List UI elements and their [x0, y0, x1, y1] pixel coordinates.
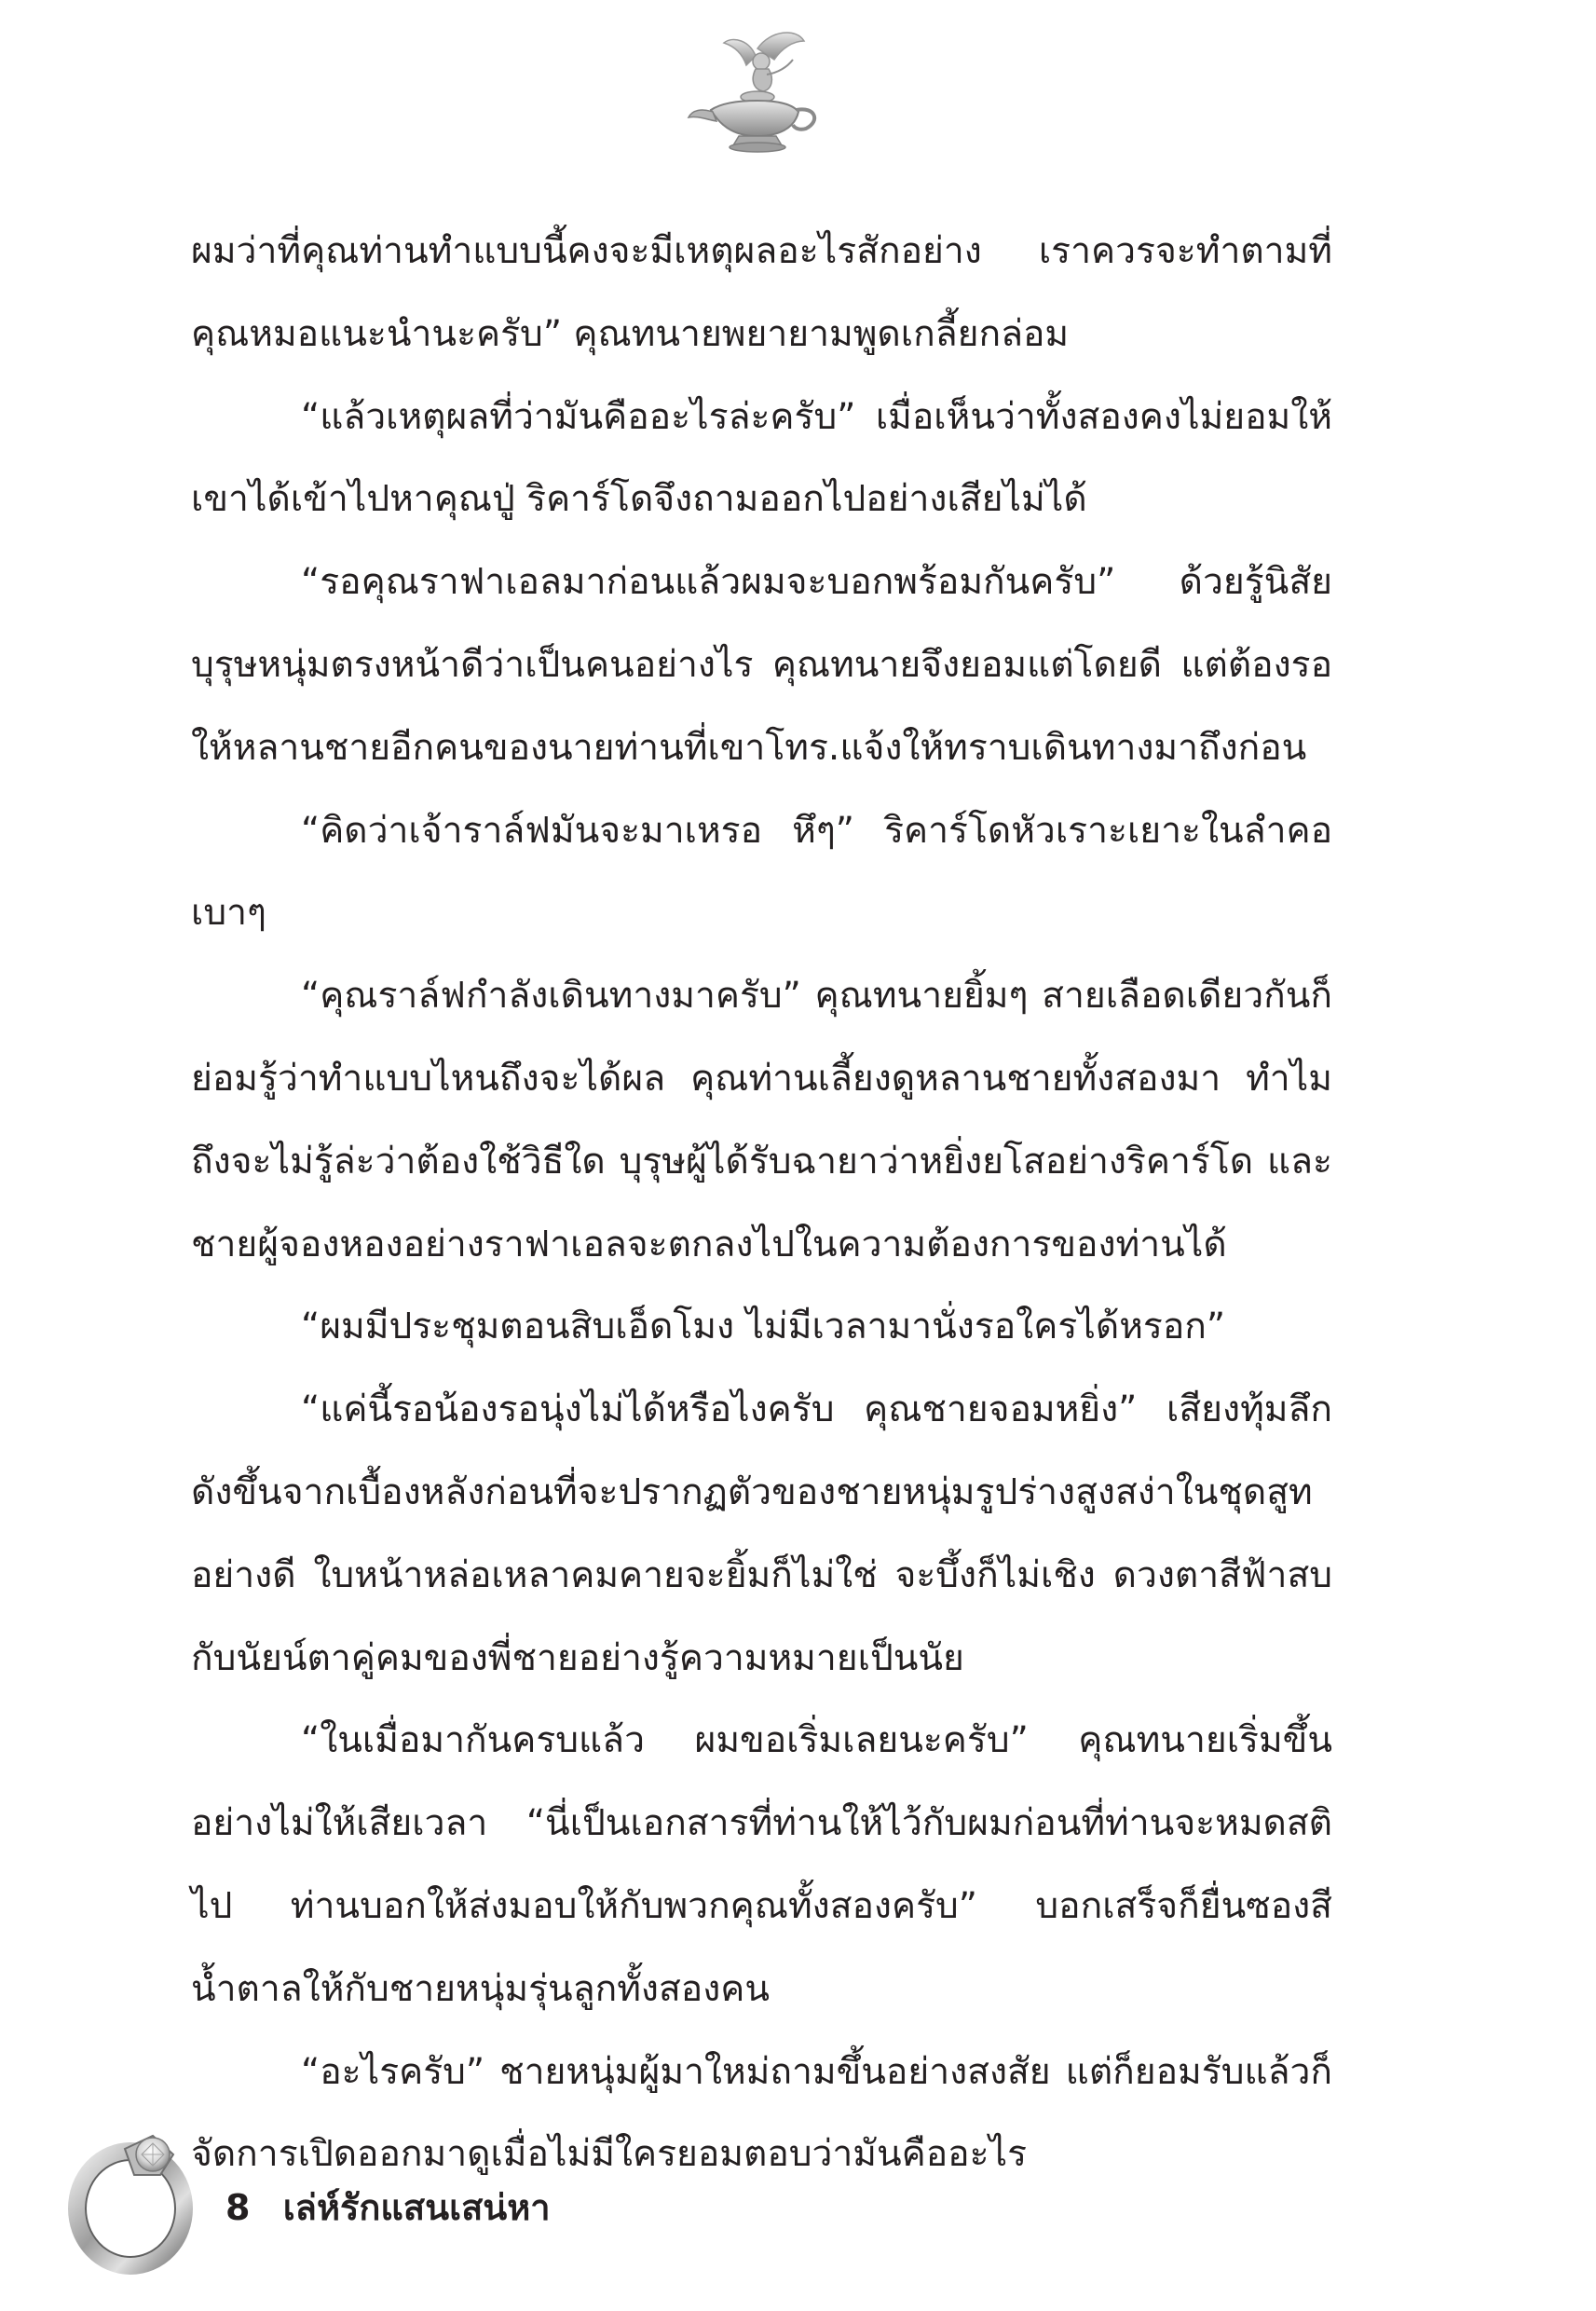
body-text [191, 211, 1332, 2196]
diamond-ring-icon [63, 2108, 212, 2276]
cupid-teapot-ornament-icon [685, 21, 825, 160]
page-footer [225, 2179, 551, 2236]
paragraph-1: ผมว่าที่คุณท่านทำแบบนี้คงจะมีเหตุผลอะไรสักอย่าง เราควรจะทำตามที่คุณหมอแนะนำนะครับ” คุณทนายพยายามพูดเกลี้ยกล่อม [191, 230, 1332, 355]
paragraph-2: “แล้วเหตุผลที่ว่ามันคืออะไรล่ะครับ” เมื่อเห็นว่าทั้งสองคงไม่ยอมให้เขาได้เข้าไปหาคุณปู่ ริคาร์โดจึงถามออกไปอย่างเสียไม่ได้ [191, 395, 1332, 521]
paragraph-6: “ผมมีประชุมตอนสิบเอ็ดโมง ไม่มีเวลามานั่งรอใครได้หรอก” [301, 1306, 1226, 1348]
paragraph-9: “อะไรครับ” ชายหนุ่มผู้มาใหม่ถามขึ้นอย่างสงสัย แต่ก็ยอมรับแล้วก็จัดการเปิดออกมาดูเมื่อไม่มีใครยอมตอบว่ามันคืออะไร [191, 2050, 1332, 2176]
paragraph-4: “คิดว่าเจ้าราล์ฟมันจะมาเหรอ หึๆ” ริคาร์โดหัวเราะเยาะในลำคอเบาๆ [191, 809, 1332, 935]
page-number: 8 [225, 2187, 251, 2228]
paragraph-3: “รอคุณราฟาเอลมาก่อนแล้วผมจะบอกพร้อมกันครับ” ด้วยรู้นิสัยบุรุษหนุ่มตรงหน้าดีว่าเป็นคนอย่างไร คุณทนายจึงยอมแต่โดยดี แต่ต้องรอให้หลานชายอีกคนของนายท่านที่เขาโทร.แจ้งให้ทราบเดินทางมาถึงก่อน [191, 561, 1332, 769]
paragraph-8: “ในเมื่อมากันครบแล้ว ผมขอเริ่มเลยนะครับ” คุณทนายเริ่มขึ้นอย่างไม่ให้เสียเวลา “นี่เป็นเอกสารที่ท่านให้ไว้กับผมก่อนที่ท่านจะหมดสติไป ท่านบอกให้ส่งมอบให้กับพวกคุณทั้งสองครับ” บอกเสร็จก็ยื่นซองสีน้ำตาลให้กับชายหนุ่มรุ่นลูกทั้งสองคน [191, 1719, 1332, 2010]
book-title: เล่ห์รักแสนเสน่หา [282, 2187, 551, 2228]
paragraph-5: “คุณราล์ฟกำลังเดินทางมาครับ” คุณทนายยิ้มๆ สายเลือดเดียวกันก็ย่อมรู้ว่าทำแบบไหนถึงจะได้ผล คุณท่านเลี้ยงดูหลานชายทั้งสองมา ทำไมถึงจะไม่รู้ล่ะว่าต้องใช้วิธีใด บุรุษผู้ได้รับฉายาว่าหยิ่งยโสอย่างริคาร์โด และชายผู้จองหองอย่างราฟาเอลจะตกลงไปในความต้องการของท่านได้ [191, 975, 1332, 1265]
paragraph-7: “แค่นี้รอน้องรอนุ่งไม่ได้หรือไงครับ คุณชายจอมหยิ่ง” เสียงทุ้มลึกดังขึ้นจากเบื้องหลังก่อนที่จะปรากฏตัวของชายหนุ่มรูปร่างสูงสง่าในชุดสูทอย่างดี ใบหน้าหล่อเหลาคมคายจะยิ้มก็ไม่ใช่ จะบึ้งก็ไม่เชิง ดวงตาสีฟ้าสบกับนัยน์ตาคู่คมของพี่ชายอย่างรู้ความหมายเป็นนัย [191, 1388, 1332, 1679]
